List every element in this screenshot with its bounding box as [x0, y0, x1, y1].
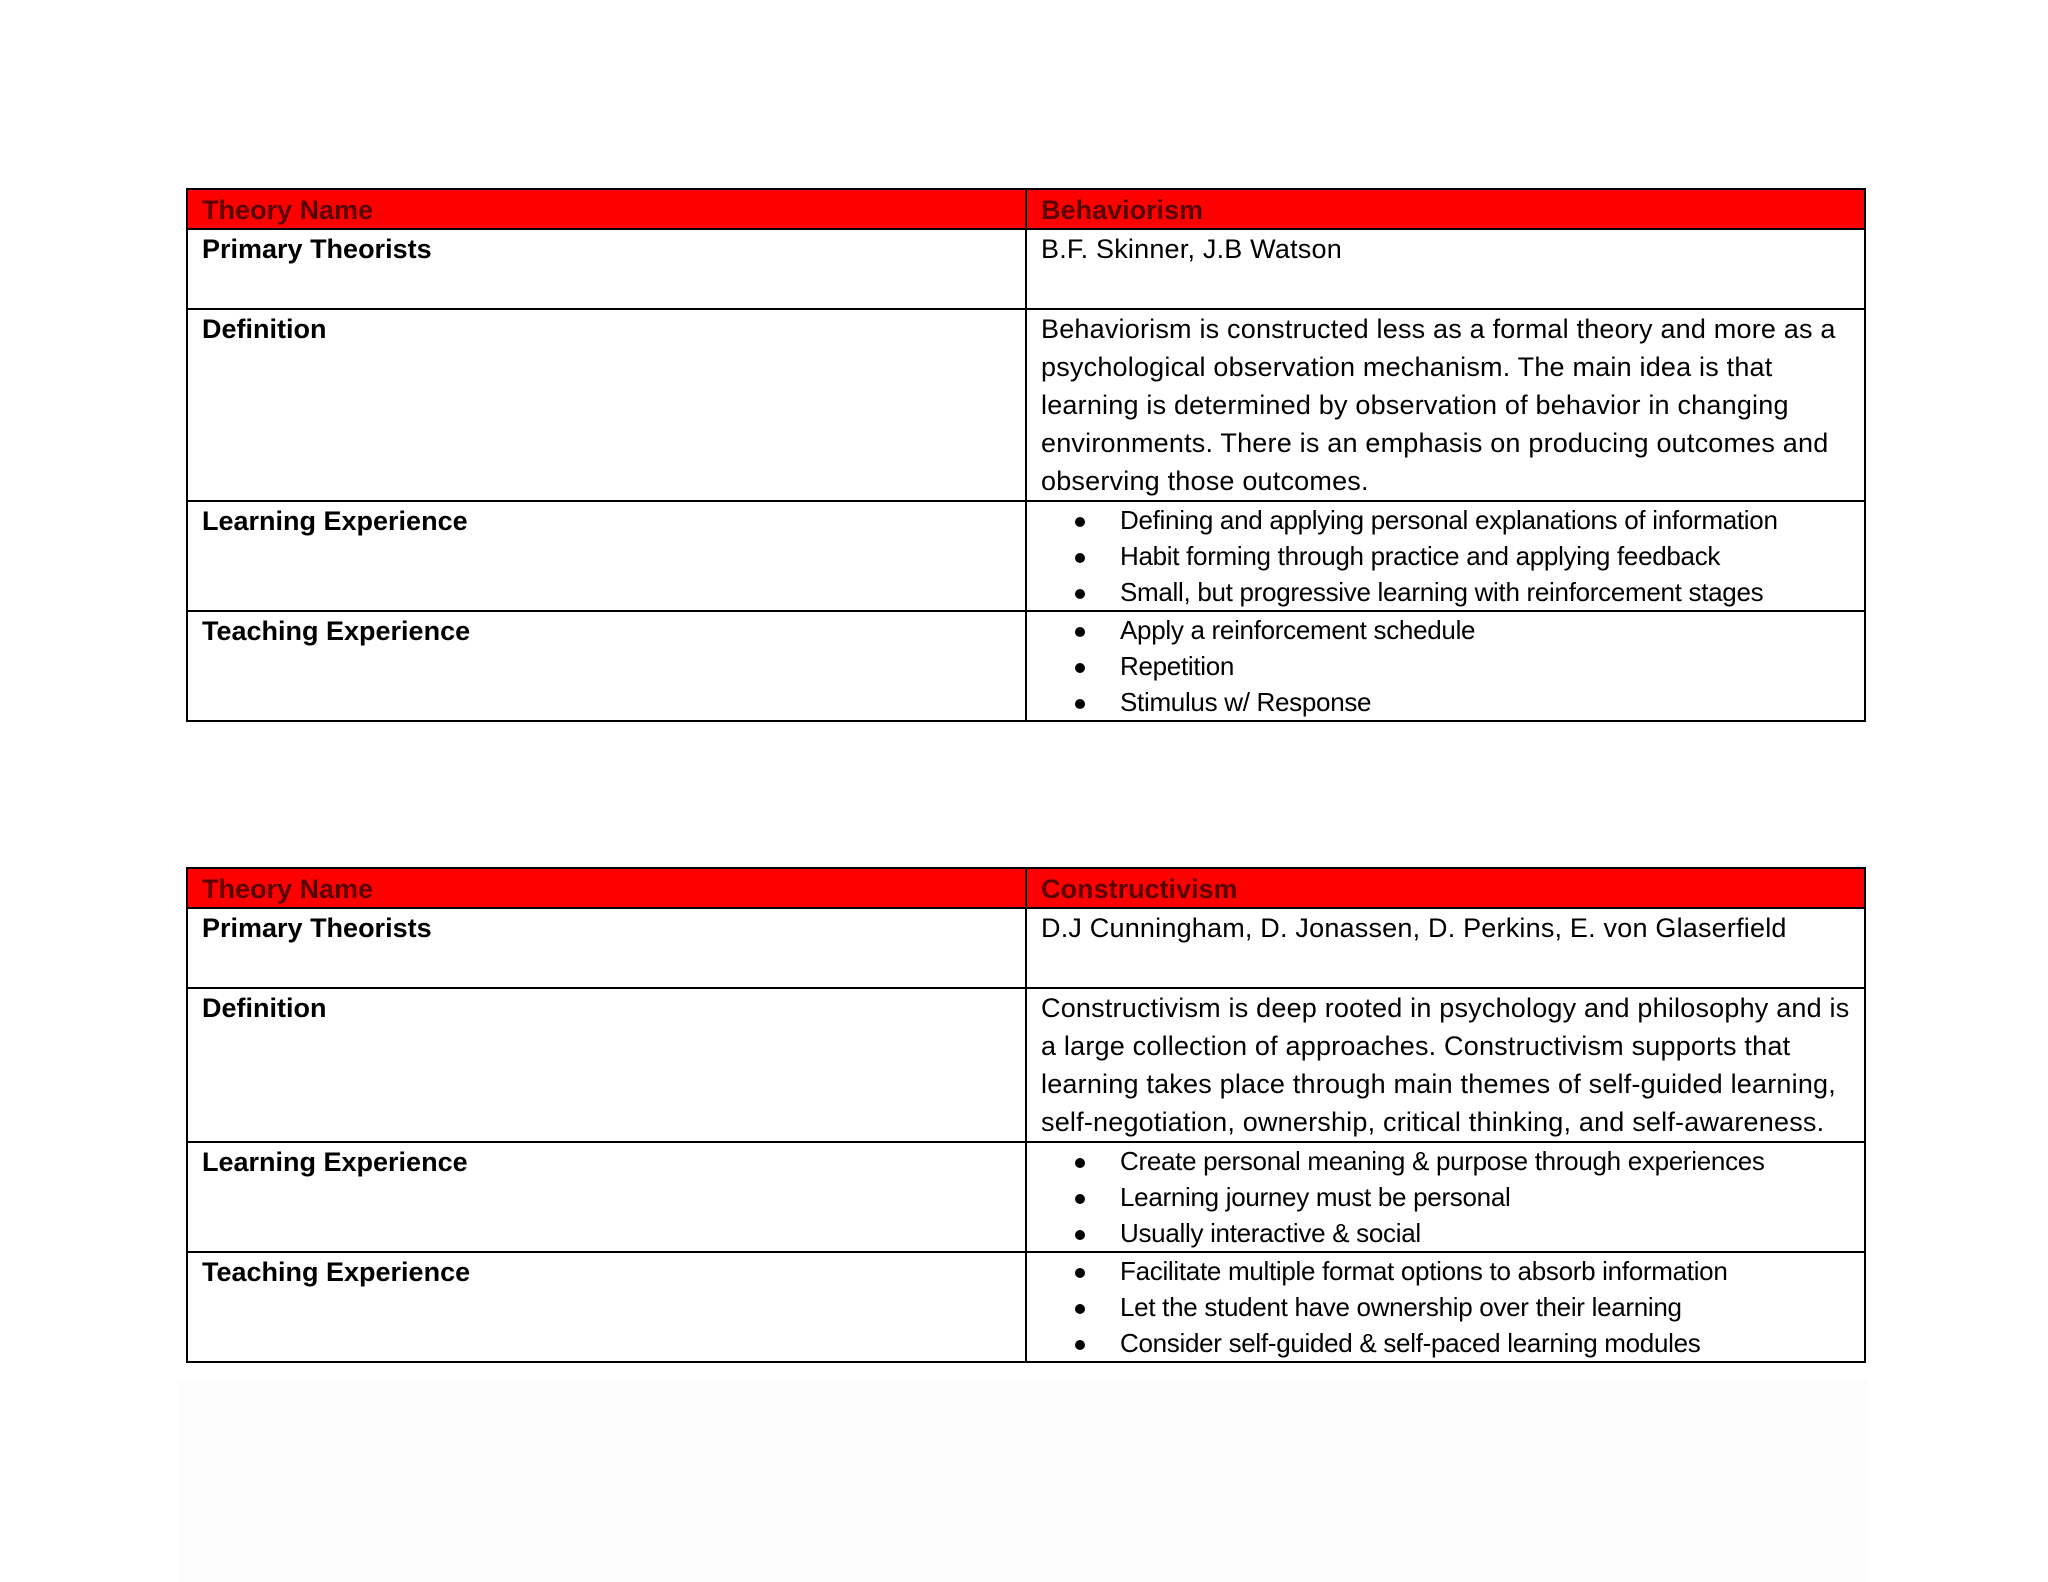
list-item	[1120, 574, 1850, 610]
theory-name-label: Theory Name	[187, 189, 1026, 229]
learning-experience-list-cell	[1026, 501, 1865, 611]
bullet-icon	[1075, 1340, 1085, 1350]
primary-theorists-row	[187, 229, 1865, 309]
theory-name-value: Behaviorism	[1026, 189, 1865, 229]
list-item	[1120, 1179, 1850, 1215]
table-header-row	[187, 868, 1865, 908]
theory-table-constructivism	[186, 867, 1866, 1363]
primary-theorists-value: B.F. Skinner, J.B Watson	[1026, 229, 1865, 309]
table-header-row	[187, 189, 1865, 229]
bullet-icon	[1075, 589, 1085, 599]
definition-value: Constructivism is deep rooted in psychology and philosophy and is a large collection of approaches. Constructivism supports that learning takes place through main themes of self-guided learning, self-negotiation, ownership, critical thinking, and self-awareness.	[1026, 988, 1865, 1142]
bullet-icon	[1075, 553, 1085, 563]
learning-experience-list-cell	[1026, 1142, 1865, 1252]
learning-experience-list	[1041, 502, 1850, 610]
teaching-experience-label: Teaching Experience	[187, 1252, 1026, 1362]
list-item-text: Repetition	[1120, 651, 1235, 681]
bullet-icon	[1075, 1304, 1085, 1314]
list-item-text: Facilitate multiple format options to absorb information	[1120, 1256, 1728, 1286]
list-item-text: Habit forming through practice and applying feedback	[1120, 541, 1721, 571]
teaching-experience-label: Teaching Experience	[187, 611, 1026, 721]
bullet-icon	[1075, 699, 1085, 709]
learning-experience-list	[1041, 1143, 1850, 1251]
teaching-experience-list	[1041, 612, 1850, 720]
list-item	[1120, 502, 1850, 538]
definition-label: Definition	[187, 309, 1026, 501]
list-item-text: Let the student have ownership over their learning	[1120, 1292, 1682, 1322]
list-item	[1120, 1143, 1850, 1179]
bullet-icon	[1075, 1194, 1085, 1204]
bullet-icon	[1075, 1158, 1085, 1168]
list-item-text: Create personal meaning & purpose through experiences	[1120, 1146, 1765, 1176]
definition-row	[187, 988, 1865, 1142]
bullet-icon	[1075, 627, 1085, 637]
teaching-experience-list-cell	[1026, 1252, 1865, 1362]
list-item	[1120, 612, 1850, 648]
list-item-text: Defining and applying personal explanations of information	[1120, 505, 1778, 535]
learning-experience-row	[187, 1142, 1865, 1252]
list-item-text: Learning journey must be personal	[1120, 1182, 1511, 1212]
bullet-icon	[1075, 1230, 1085, 1240]
page-bottom-shade	[178, 1380, 1868, 1582]
primary-theorists-row	[187, 908, 1865, 988]
list-item	[1120, 1289, 1850, 1325]
list-item	[1120, 1253, 1850, 1289]
definition-value: Behaviorism is constructed less as a formal theory and more as a psychological observation mechanism. The main idea is that learning is determined by observation of behavior in changing environments. There is an emphasis on producing outcomes and observing those outcomes.	[1026, 309, 1865, 501]
theory-name-value: Constructivism	[1026, 868, 1865, 908]
teaching-experience-row	[187, 611, 1865, 721]
bullet-icon	[1075, 517, 1085, 527]
bullet-icon	[1075, 663, 1085, 673]
theory-table-behaviorism	[186, 188, 1866, 722]
definition-label: Definition	[187, 988, 1026, 1142]
learning-experience-label: Learning Experience	[187, 501, 1026, 611]
definition-row	[187, 309, 1865, 501]
list-item	[1120, 1325, 1850, 1361]
primary-theorists-label: Primary Theorists	[187, 908, 1026, 988]
list-item	[1120, 538, 1850, 574]
learning-experience-row	[187, 501, 1865, 611]
list-item	[1120, 648, 1850, 684]
list-item-text: Stimulus w/ Response	[1120, 687, 1372, 717]
list-item-text: Small, but progressive learning with reinforcement stages	[1120, 577, 1764, 607]
teaching-experience-list-cell	[1026, 611, 1865, 721]
teaching-experience-list	[1041, 1253, 1850, 1361]
bullet-icon	[1075, 1268, 1085, 1278]
list-item-text: Consider self-guided & self-paced learning modules	[1120, 1328, 1701, 1358]
learning-experience-label: Learning Experience	[187, 1142, 1026, 1252]
theory-name-label: Theory Name	[187, 868, 1026, 908]
list-item-text: Apply a reinforcement schedule	[1120, 615, 1476, 645]
list-item	[1120, 684, 1850, 720]
teaching-experience-row	[187, 1252, 1865, 1362]
primary-theorists-value: D.J Cunningham, D. Jonassen, D. Perkins, E. von Glaserfield	[1026, 908, 1865, 988]
list-item	[1120, 1215, 1850, 1251]
list-item-text: Usually interactive & social	[1120, 1218, 1421, 1248]
primary-theorists-label: Primary Theorists	[187, 229, 1026, 309]
